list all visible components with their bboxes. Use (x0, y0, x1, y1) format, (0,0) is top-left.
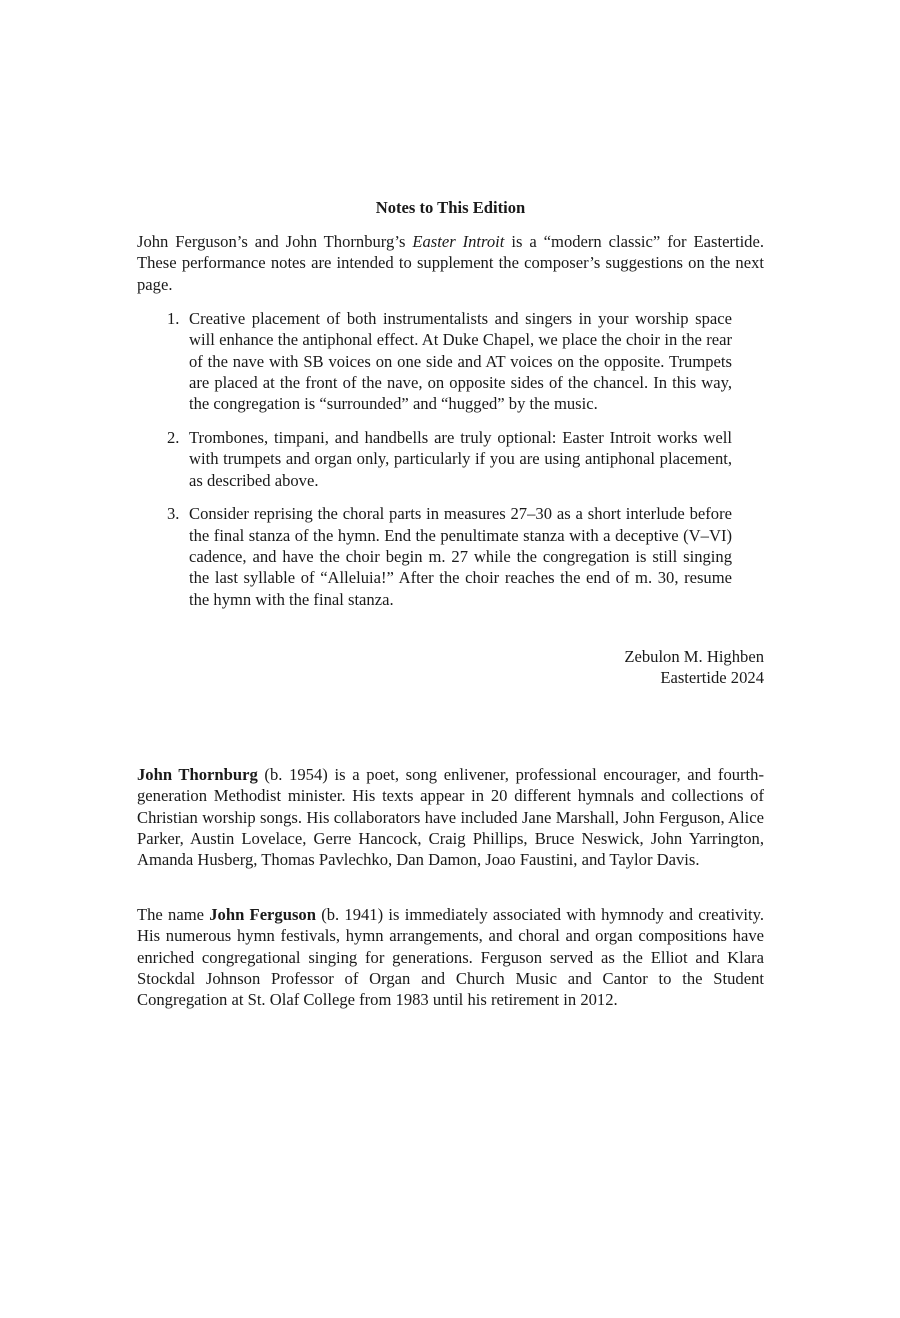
bio-ferguson (137, 904, 764, 1010)
list-item-number: 1. (167, 309, 180, 328)
notes-list (167, 308, 732, 622)
list-item (167, 427, 732, 491)
bio-text: (b. 1941) is immediately associated with hymnody and creativity. His numerous hymn festivals, hymn arrangements, and choral and organ compositions have enriched congregational singing for generations. Ferguson served as the Elliot and Klara Stockdal Johnson Professor of Organ and Church Music and Cantor to the Student Congregation at St. Olaf College from 1983 until his retirement in 2012. (137, 905, 764, 1010)
bio-name: John Ferguson (209, 905, 316, 924)
author-name: Zebulon M. Highben (624, 647, 764, 666)
section-title: Notes to This Edition (375, 198, 526, 217)
bio-text: (b. 1954) is a poet, song enlivener, professional encourager, and fourth-generation Methodist minister. His texts appear in 20 different hymnals and collections of Christian worship songs. His collaborators have included Jane Marshall, John Ferguson, Alice Parker, Austin Lovelace, Gerre Hancock, Craig Phillips, Bruce Neswick, John Yarrington, Amanda Husberg, Thomas Pavlechko, Dan Damon, Joao Faustini, and Taylor Davis. (137, 765, 764, 870)
list-item-number: 3. (167, 504, 180, 524)
list-item-text: Consider reprising the choral parts in measures 27–30 as a short interlude before the final stanza of the hymn. End the penultimate stanza with a deceptive (V–VI) cadence, and have the choir begin m. 27 while the congregation is still singing the last syllable of “Alleluia!” After the choir reaches the end of m. 30, resume the hymn with the final stanza. (189, 504, 732, 609)
list-item-text: Creative placement of both instrumentalists and singers in your worship space will enhance the antiphonal effect. At Duke Chapel, we place the choir in the rear of the nave with SB voices on one side and AT voices on the opposite. Trumpets are placed at the front of the nave, on opposite sides of the chancel. In this way, the congregation is “surrounded” and “hugged” by the music. (189, 309, 732, 414)
intro-paragraph (137, 231, 764, 295)
bio-thornburg (137, 764, 764, 870)
list-item (167, 503, 732, 609)
signature-block (624, 646, 764, 689)
intro-text-after: is a “modern classic” for Eastertide. These performance notes are intended to supplement the composer’s suggestions on the next page. (137, 232, 764, 294)
intro-text-before: John Ferguson’s and John Thornburg’s (137, 232, 413, 251)
bio-name: John Thornburg (137, 765, 258, 784)
list-item-number: 2. (167, 427, 180, 447)
bio-prefix: The name (137, 905, 210, 924)
work-title: Easter Introit (412, 232, 505, 251)
signature-date: Eastertide 2024 (660, 668, 764, 688)
list-item (167, 308, 732, 414)
list-item-text: Trombones, timpani, and handbells are truly optional: Easter Introit works well with trumpets and organ only, particularly if you are using antiphonal placement, as described above. (189, 427, 732, 490)
